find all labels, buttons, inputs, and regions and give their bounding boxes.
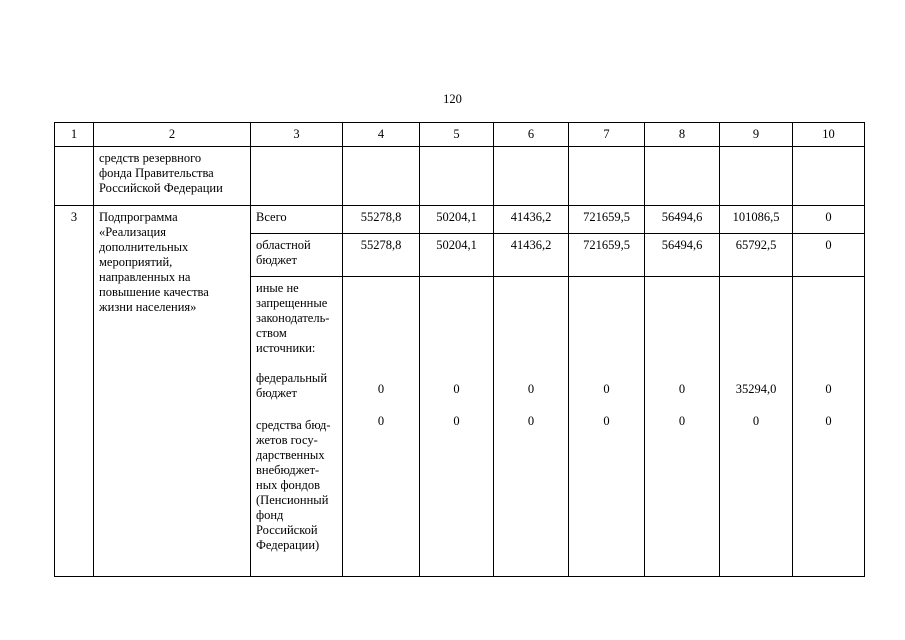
federal-value: 35294,0	[735, 382, 777, 396]
funds-value: 0	[377, 414, 385, 428]
value-cell: 50204,1	[420, 206, 494, 234]
text-line: Российской	[256, 523, 318, 537]
empty-cell	[793, 147, 865, 206]
row-number-cell	[55, 147, 94, 206]
text-line: источники:	[256, 341, 316, 355]
federal-value: 0	[527, 382, 535, 396]
empty-cell	[494, 147, 569, 206]
text-line: бюджет	[256, 253, 297, 267]
value-cell	[793, 277, 865, 577]
value-cell: 0	[793, 234, 865, 277]
source-cell	[251, 234, 343, 277]
page-number: 120	[443, 92, 462, 106]
value-cell: 56494,6	[645, 234, 720, 277]
text-line: фонда Правительства	[99, 166, 214, 180]
header-cell: 3	[251, 123, 343, 147]
header-cell: 9	[720, 123, 793, 147]
text-line: запрещенные	[256, 296, 328, 310]
header-cell: 1	[55, 123, 94, 147]
value-cell: 721659,5	[569, 206, 645, 234]
table-header-row	[55, 123, 865, 147]
funds-value: 0	[527, 414, 535, 428]
text-line: областной	[256, 238, 311, 252]
value-cell	[569, 277, 645, 577]
value-cell: 65792,5	[720, 234, 793, 277]
text-line: законодатель-	[256, 311, 330, 325]
program-name-cell	[94, 147, 251, 206]
header-cell: 2	[94, 123, 251, 147]
budget-table	[54, 122, 865, 577]
value-cell	[420, 277, 494, 577]
text-line: дополнительных	[99, 240, 189, 254]
header-cell: 8	[645, 123, 720, 147]
header-cell: 7	[569, 123, 645, 147]
federal-value: 0	[825, 382, 832, 396]
table-row-continuation	[55, 147, 865, 206]
text-line: дарственных	[256, 448, 325, 462]
empty-cell	[420, 147, 494, 206]
text-line: ством	[256, 326, 287, 340]
value-cell: 55278,8	[343, 234, 420, 277]
funds-value: 0	[453, 414, 460, 428]
funds-value: 0	[603, 414, 610, 428]
table-row-total	[55, 206, 865, 234]
header-cell: 5	[420, 123, 494, 147]
header-cell: 4	[343, 123, 420, 147]
subprogram-name-cell	[94, 206, 251, 577]
header-cell: 6	[494, 123, 569, 147]
source-cell	[251, 277, 343, 577]
funds-value: 0	[825, 414, 832, 428]
value-cell	[343, 277, 420, 577]
value-cell	[720, 277, 793, 577]
text-line: Российской Федерации	[99, 181, 223, 195]
empty-cell	[720, 147, 793, 206]
value-cell: 41436,2	[494, 234, 569, 277]
funds-value: 0	[752, 414, 760, 428]
header-cell: 10	[793, 123, 865, 147]
text-line: ных фондов	[256, 478, 321, 492]
row-number-cell: 3	[55, 206, 94, 577]
text-line: внебюджет-	[256, 463, 320, 477]
text-line: иные не	[256, 281, 299, 295]
text-line: «Реализация	[99, 225, 166, 239]
value-cell	[645, 277, 720, 577]
text-line: (Пенсионный	[256, 493, 329, 507]
text-line: повышение качества	[99, 285, 209, 299]
empty-cell	[569, 147, 645, 206]
text-line: средства бюд-	[256, 418, 331, 432]
value-cell: 56494,6	[645, 206, 720, 234]
empty-cell	[343, 147, 420, 206]
text-line: жетов госу-	[256, 433, 318, 447]
value-cell: 55278,8	[343, 206, 420, 234]
federal-value: 0	[603, 382, 610, 396]
federal-value: 0	[678, 382, 686, 396]
text-line: Подпрограмма	[99, 210, 178, 224]
federal-value: 0	[453, 382, 460, 396]
source-cell: Всего	[251, 206, 343, 234]
text-line: средств резервного	[99, 151, 202, 165]
text-line: федеральный	[256, 371, 328, 385]
value-cell: 721659,5	[569, 234, 645, 277]
funds-value: 0	[678, 414, 686, 428]
text-line: фонд	[256, 508, 284, 522]
value-cell	[494, 277, 569, 577]
empty-cell	[251, 147, 343, 206]
value-cell: 50204,1	[420, 234, 494, 277]
text-line: направленных на	[99, 270, 191, 284]
empty-cell	[645, 147, 720, 206]
text-line: мероприятий,	[99, 255, 173, 269]
value-cell: 41436,2	[494, 206, 569, 234]
text-line: жизни населения»	[99, 300, 197, 314]
federal-value: 0	[377, 382, 385, 396]
value-cell: 101086,5	[720, 206, 793, 234]
value-cell: 0	[793, 206, 865, 234]
text-line: бюджет	[256, 386, 297, 400]
text-line: Федерации)	[256, 538, 320, 552]
